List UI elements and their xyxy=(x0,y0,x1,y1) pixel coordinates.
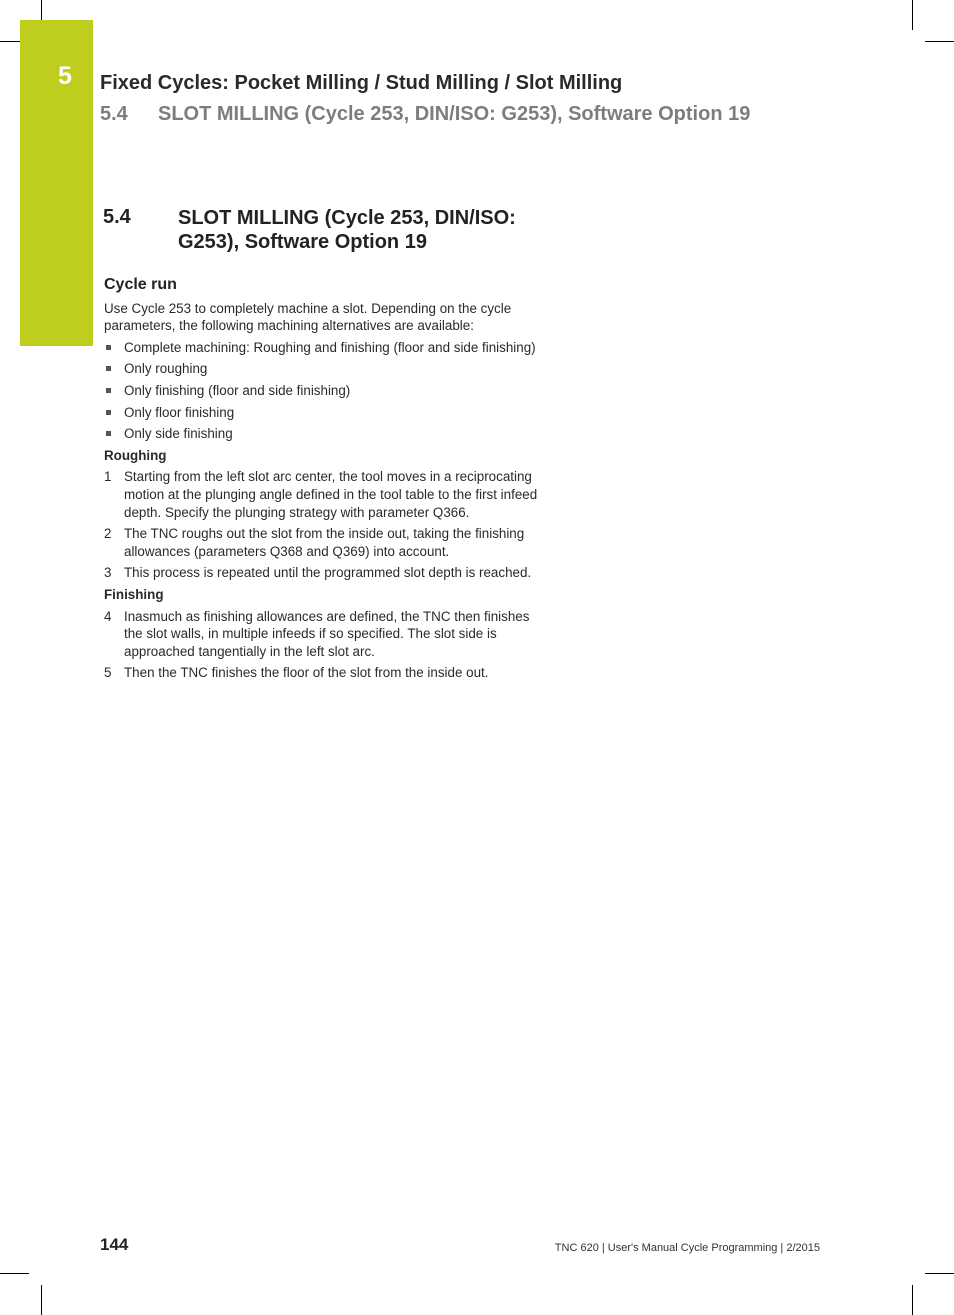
machining-alternatives-list xyxy=(104,339,550,443)
bullet-square-icon xyxy=(106,410,111,415)
crop-mark xyxy=(925,41,954,42)
crop-mark xyxy=(912,1285,913,1315)
bullet-square-icon xyxy=(106,431,111,436)
step-item: 4 Inasmuch as finishing allowances are defined, the TNC then finishes the slot walls, in multiple infeeds if so specified. The slot side is approached tangentially in the left slot arc. xyxy=(104,608,530,659)
list-item: Complete machining: Roughing and finishing (floor and side finishing) xyxy=(104,339,550,357)
step-item: 3 This process is repeated until the programmed slot depth is reached. xyxy=(104,565,532,581)
cycle-run-intro: Use Cycle 253 to completely machine a slot. Depending on the cycle parameters, the following machining alternatives are available: xyxy=(104,300,512,334)
crop-mark xyxy=(41,0,42,20)
crop-mark xyxy=(925,1273,954,1274)
cycle-run-heading: Cycle run xyxy=(104,276,177,293)
bullet-square-icon xyxy=(106,388,111,393)
chapter-tab xyxy=(20,20,93,346)
bullet-square-icon xyxy=(106,366,111,371)
crop-mark xyxy=(912,0,913,30)
bullet-square-icon xyxy=(106,345,111,350)
roughing-heading: Roughing xyxy=(104,447,167,463)
step-item: 5 Then the TNC finishes the floor of the slot from the inside out. xyxy=(104,665,489,681)
crop-mark xyxy=(0,1273,29,1274)
list-item: Only side finishing xyxy=(104,425,550,443)
list-item: Only floor finishing xyxy=(104,404,550,422)
step-item: 2 The TNC roughs out the slot from the inside out, taking the finishing allowances (parameters Q368 and Q369) into account. xyxy=(104,526,525,559)
running-header-section-title: SLOT MILLING (Cycle 253, DIN/ISO: G253), Software Option 19 xyxy=(158,103,751,125)
step-item: 1 Starting from the left slot arc center, the tool moves in a reciprocating motion at the plunging angle defined in the tool table to the first infeed depth. Specify the plunging strategy with parameter Q366. xyxy=(104,469,538,520)
footer-text: TNC 620 | User's Manual Cycle Programming | 2/2015 xyxy=(554,1242,820,1254)
section-number: 5.4 xyxy=(103,206,131,228)
running-header-chapter: Fixed Cycles: Pocket Milling / Stud Milling / Slot Milling xyxy=(100,72,623,94)
running-header-section xyxy=(100,103,920,126)
section-title: SLOT MILLING (Cycle 253, DIN/ISO: G253), Software Option 19 xyxy=(178,207,516,253)
list-item: Only finishing (floor and side finishing) xyxy=(104,382,550,400)
crop-mark xyxy=(0,41,20,42)
main-content xyxy=(104,276,550,686)
finishing-steps xyxy=(104,608,550,682)
running-header-section-number: 5.4 xyxy=(100,103,128,125)
page-number: 144 xyxy=(100,1235,129,1254)
roughing-steps xyxy=(104,468,550,582)
finishing-heading: Finishing xyxy=(104,586,164,602)
list-item: Only roughing xyxy=(104,360,550,378)
crop-mark xyxy=(41,1285,42,1315)
chapter-number: 5 xyxy=(58,62,72,90)
